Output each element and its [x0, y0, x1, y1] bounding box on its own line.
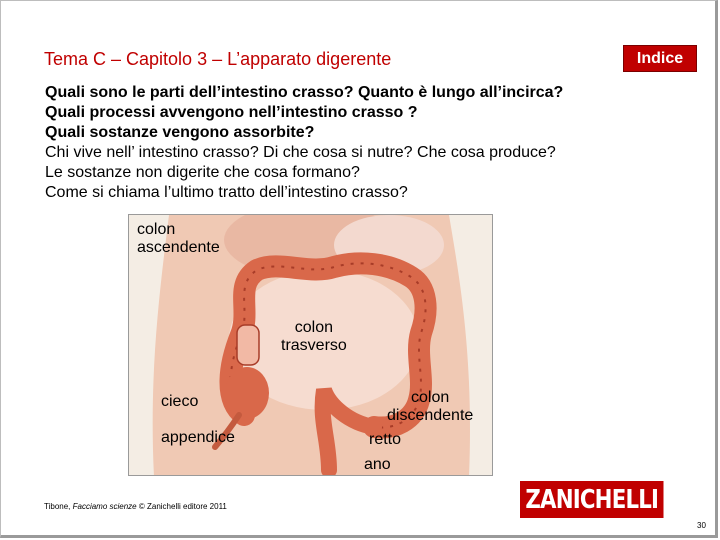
question-4: Chi vive nell’ intestino crasso? Di che cosa si nutre? Che cosa produce? — [45, 144, 556, 161]
zanichelli-logo: ZANICHELLI — [520, 481, 664, 518]
label-colon-discendente: colon discendente — [387, 389, 474, 424]
index-button[interactable]: Indice — [623, 45, 697, 72]
label-appendice: appendice — [161, 429, 235, 446]
label-ano: ano — [364, 456, 391, 473]
large-intestine-illustration — [128, 214, 493, 476]
label-colon-ascendente: colon ascendente — [137, 221, 220, 256]
question-6: Come si chiama l’ultimo tratto dell’intestino crasso? — [45, 184, 408, 201]
page-number: 30 — [697, 521, 706, 530]
question-2: Quali processi avvengono nell’intestino crasso ? — [45, 104, 418, 121]
label-colon-trasverso: colon trasverso — [281, 319, 347, 354]
label-cieco: cieco — [161, 393, 199, 410]
credit-book-title: Facciamo scienze — [72, 502, 137, 511]
colon-section-detail — [237, 325, 259, 365]
question-5: Le sostanze non digerite che cosa formano? — [45, 164, 360, 181]
label-retto: retto — [369, 431, 402, 448]
slide-title: Tema C – Capitolo 3 – L’apparato digerente — [44, 49, 392, 69]
credit-prefix: Tibone, — [44, 502, 73, 511]
questions-list — [45, 83, 563, 203]
question-1: Quali sono le parti dell’intestino crasso? Quanto è lungo all’incirca? — [45, 84, 564, 101]
credit-suffix: © Zanichelli editore 2011 — [136, 502, 227, 511]
footer-credit — [44, 502, 227, 511]
question-3: Quali sostanze vengono assorbite? — [45, 124, 315, 141]
cecum-shape — [225, 367, 269, 419]
